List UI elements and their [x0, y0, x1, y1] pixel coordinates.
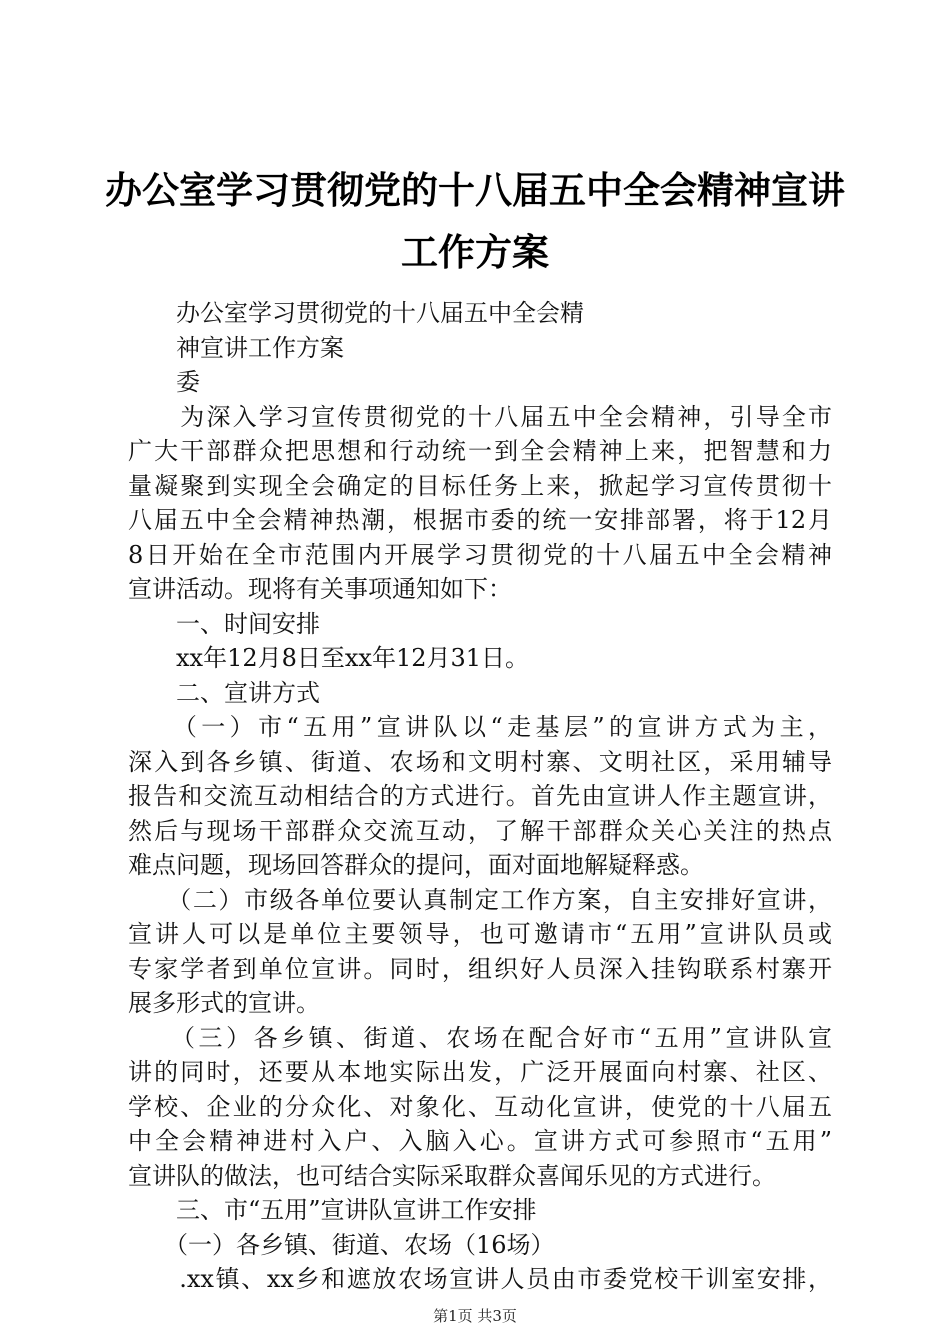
body-line: 宣讲队的做法，也可结合实际采取群众喜闻乐见的方式进行。 [128, 1161, 776, 1190]
page-number-footer: 第1页 共3页 [433, 1307, 517, 1325]
body-line: 宣讲活动。现将有关事项通知如下： [128, 575, 512, 603]
body-line: 8日开始在全市范围内开展学习贯彻党的十八届五中全会精神 [128, 540, 832, 569]
body-line: 办公室学习贯彻党的十八届五中全会精 [128, 299, 584, 327]
body-line: xx年12月8日至xx年12月31日。 [128, 644, 530, 672]
document-body [128, 296, 832, 1297]
section-heading: 一、时间安排 [128, 609, 320, 638]
subsection-heading: （一）各乡镇、街道、农场（16场） [128, 1230, 555, 1259]
body-line: 中全会精神进村入户、入脑入心。宣讲方式可参照市“五用” [128, 1127, 832, 1155]
document-title-line-1: 办公室学习贯彻党的十八届五中全会精神宣讲 [105, 169, 845, 212]
body-line: （三）各乡镇、街道、农场在配合好市“五用”宣讲队宣 [128, 1023, 832, 1052]
document-title-line-2: 工作方案 [401, 231, 549, 274]
body-line: 然后与现场干部群众交流互动，了解干部群众关心关注的热点 [128, 816, 832, 845]
body-line: 讲的同时，还要从本地实际出发，广泛开展面向村寨、社区、 [128, 1058, 832, 1086]
section-heading: 二、宣讲方式 [128, 678, 320, 707]
body-line: 展多形式的宣讲。 [128, 989, 320, 1017]
body-line: 宣讲人可以是单位主要领导，也可邀请市“五用”宣讲队员或 [128, 920, 832, 948]
body-line: 量凝聚到实现全会确定的目标任务上来，掀起学习宣传贯彻十 [128, 471, 832, 500]
body-line: 报告和交流互动相结合的方式进行。首先由宣讲人作主题宣讲， [128, 782, 832, 810]
body-line: （二）市级各单位要认真制定工作方案，自主安排好宣讲， [128, 885, 832, 914]
body-line: 神宣讲工作方案 [128, 333, 344, 362]
body-line: 八届五中全会精神热潮，根据市委的统一安排部署，将于12月 [128, 506, 832, 534]
body-line: 深入到各乡镇、街道、农场和文明村寨、文明社区，采用辅导 [128, 747, 832, 776]
body-line: 委 [128, 368, 200, 396]
body-line: 学校、企业的分众化、对象化、互动化宣讲，使党的十八届五 [128, 1092, 832, 1121]
body-line: 为深入学习宣传贯彻党的十八届五中全会精神，引导全市 [128, 402, 832, 431]
body-line: 难点问题，现场回答群众的提问，面对面地解疑释惑。 [128, 851, 704, 879]
body-line: （一）市“五用”宣讲队以“走基层”的宣讲方式为主， [128, 713, 832, 741]
section-heading: 三、市“五用”宣讲队宣讲工作安排 [128, 1196, 537, 1224]
body-line: .xx镇、xx乡和遮放农场宣讲人员由市委党校干训室安排， [128, 1265, 832, 1293]
body-line: 广大干部群众把思想和行动统一到全会精神上来，把智慧和力 [128, 437, 832, 465]
body-line: 专家学者到单位宣讲。同时，组织好人员深入挂钩联系村寨开 [128, 954, 832, 983]
